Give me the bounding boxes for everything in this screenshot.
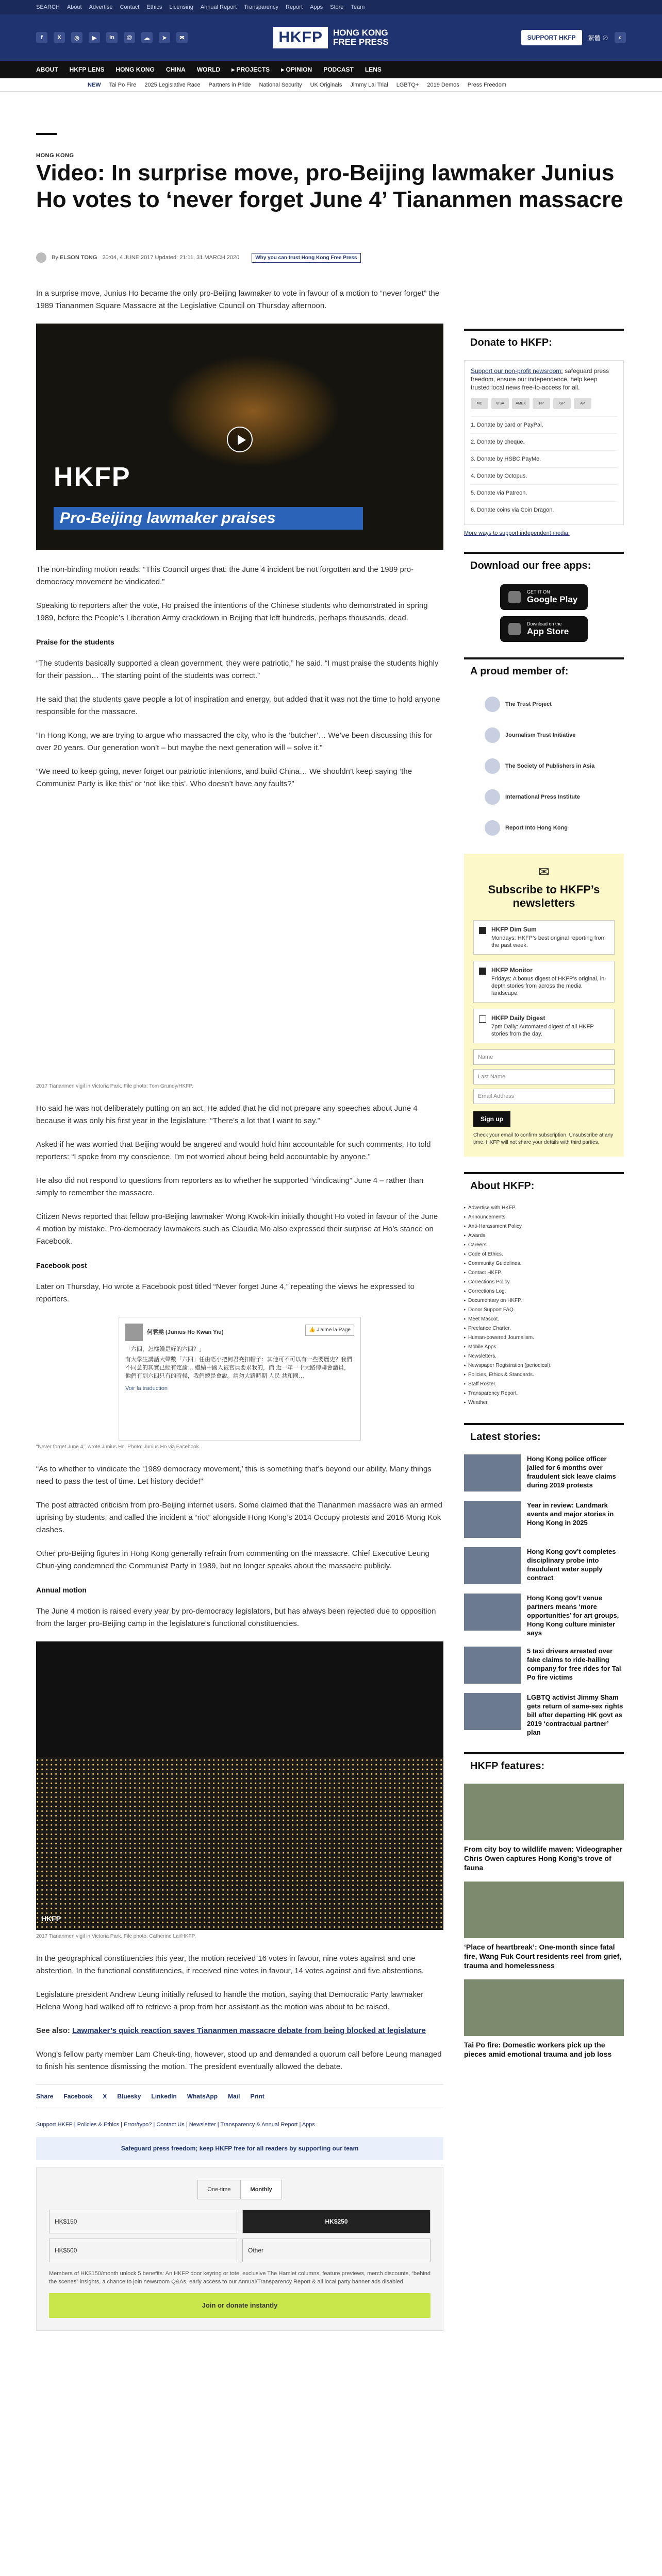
trending-item[interactable]: UK Originals: [310, 81, 342, 88]
frequency-toggle: [49, 2180, 431, 2199]
story-title[interactable]: Hong Kong gov’t completes disciplinary probe into fraudulent water supply contract: [527, 1548, 616, 1582]
instagram-icon[interactable]: ◎: [71, 32, 82, 43]
apple-pay-icon: AP: [574, 398, 591, 409]
trending-item[interactable]: 2025 Legislative Race: [144, 81, 201, 88]
story-item[interactable]: [464, 1501, 624, 1538]
trust-project-icon: [485, 697, 500, 712]
advertise-link[interactable]: Advertise: [89, 4, 113, 10]
apps-link[interactable]: Apps: [310, 4, 323, 10]
video-watermark: HKFP: [54, 462, 131, 492]
video-player[interactable]: [36, 324, 443, 550]
share-x[interactable]: X: [103, 2093, 107, 2100]
story-title[interactable]: Hong Kong police officer jailed for 6 months over fraudulent sick leave claims during 2019 protests: [527, 1455, 616, 1489]
fb-page-name[interactable]: 何君堯 (Junius Ho Kwan Yiu): [147, 1329, 224, 1335]
trending-item[interactable]: National Security: [259, 81, 302, 88]
paragraph: Asked if he was worried that Beijing would be angered and would hold him accountable for such comments, Ho told reporters: “I spoke from my conscience. I’m not worried about being held accountable by anyone.”: [36, 1140, 431, 1161]
about-link[interactable]: ▸ Announcements.: [464, 1213, 624, 1222]
trending-item[interactable]: Tai Po Fire: [109, 81, 137, 88]
newsletter-option[interactable]: HKFP Dim Sum Mondays: HKFP’s best original reporting from the past week.: [473, 920, 615, 955]
paragraph: Later on Thursday, Ho wrote a Facebook post titled “Never forget June 4,” repeating the views he expressed to reporters.: [36, 1282, 415, 1303]
nav-item[interactable]: HKFP LENS: [69, 66, 105, 73]
headline-rule: [36, 133, 57, 135]
masthead: [0, 14, 662, 61]
sidebar: [464, 329, 624, 2068]
feature-image[interactable]: [464, 1979, 624, 2036]
checkbox-unchecked[interactable]: [479, 1015, 486, 1023]
rihk-icon: [485, 820, 500, 836]
photo-caption: “Never forget June 4,” wrote Junius Ho. Photo: Junius Ho via Facebook.: [36, 1444, 201, 1450]
paragraph: The non-binding motion reads: “This Council urges that: the June 4 incident be not forgotten and the 1989 pro-democracy movement be vindicated.”: [36, 565, 414, 586]
donate-option[interactable]: 3. Donate by HSBC PayMe.: [471, 450, 617, 467]
app-store-badge[interactable]: Download on the App Store: [500, 616, 588, 642]
checkbox-checked[interactable]: [479, 968, 486, 975]
about-link[interactable]: ▸ Weather.: [464, 1398, 624, 1408]
paragraph: “The students basically supported a clean government, they were patriotic,” he said. “I must praise the students highly for their passion… The starting point of the students was correct.”: [36, 659, 439, 680]
telegram-icon[interactable]: ➤: [159, 32, 170, 43]
page-title: Video: In surprise move, pro-Beijing lawmaker Junius Ho votes to ‘never forget June 4’ Tiananmen massacre: [36, 160, 623, 212]
fb-like-button[interactable]: 👍 J’aime la Page: [305, 1325, 354, 1336]
amount-option-selected[interactable]: HK$250: [242, 2210, 431, 2233]
member-logo[interactable]: The Trust Project: [464, 689, 624, 720]
amount-other[interactable]: Other: [242, 2239, 431, 2262]
newsletter-signup: [464, 854, 624, 1157]
paragraph: In a surprise move, Junius Ho became the only pro-Beijing lawmaker to vote in favour of a motion to “never forget” the 1989 Tiananmen Square Massacre at the Legislative Council on Thursday afternoon.: [36, 289, 440, 310]
nav-item[interactable]: WORLD: [196, 66, 221, 73]
facebook-icon[interactable]: f: [36, 32, 47, 43]
fb-title: 「六四，怎樣纔是好的六四？」: [125, 1346, 205, 1352]
paragraph: “As to whether to vindicate the ‘1989 democracy movement,’ this is something that’s beyond our ability. Many things need to pass the test of time. Let history decide!”: [36, 1465, 432, 1486]
about-link[interactable]: ▸ Community Guidelines.: [464, 1259, 624, 1268]
about-link[interactable]: ▸ Transparency Report.: [464, 1389, 624, 1398]
story-thumbnail[interactable]: [464, 1594, 521, 1631]
nav-item[interactable]: ▸ PROJECTS: [231, 66, 270, 73]
linkedin-icon[interactable]: in: [106, 32, 118, 43]
publish-dates: 20:04, 4 JUNE 2017 Updated: 21:11, 31 MARCH 2020: [102, 255, 240, 261]
report-link[interactable]: Report: [286, 4, 303, 10]
paragraph: The June 4 motion is raised every year by pro-democracy legislators, but has always been rejected due to opposition from the larger pro-Beijing camp in the legislature’s functional constituencies.: [36, 1607, 436, 1628]
paragraph: In the geographical constituencies this year, the motion received 16 votes in favour, nine votes against and one abstention. In the functional constituencies, it received nine votes in favour, 14 votes against and five abstentions.: [36, 1954, 424, 1975]
apps-heading: Download our free apps:: [464, 552, 624, 578]
author-name[interactable]: By ELSON TONG: [52, 255, 97, 261]
donate-option[interactable]: 5. Donate via Patreon.: [471, 484, 617, 501]
byline: [36, 252, 361, 263]
about-link[interactable]: ▸ Newspaper Registration (periodical).: [464, 1361, 624, 1370]
story-item[interactable]: [464, 1454, 624, 1492]
ipi-icon: [485, 789, 500, 805]
donate-option[interactable]: 6. Donate coins via Coin Dragon.: [471, 501, 617, 518]
last-name-field[interactable]: Last Name: [473, 1069, 615, 1084]
feature-image[interactable]: [464, 1882, 624, 1938]
jti-icon: [485, 727, 500, 743]
about-link[interactable]: ▸ Human-powered Journalism.: [464, 1333, 624, 1343]
vigil-crowd-photo[interactable]: [36, 1641, 443, 1930]
story-title[interactable]: Year in review: Landmark events and major stories in Hong Kong in 2025: [527, 1501, 614, 1527]
trending-item[interactable]: 2019 Demos: [427, 81, 459, 88]
mail-icon: ✉: [538, 864, 550, 879]
share-whatsapp[interactable]: WhatsApp: [187, 2093, 218, 2100]
threads-icon[interactable]: @: [124, 32, 135, 43]
support-hkfp-button[interactable]: SUPPORT HKFP: [521, 30, 582, 45]
paypal-icon: PP: [533, 398, 550, 409]
share-bar: [36, 2084, 443, 2108]
about-link[interactable]: ▸ Corrections Log.: [464, 1287, 624, 1296]
subheading: Praise for the students: [36, 638, 114, 646]
search-link[interactable]: SEARCH: [36, 4, 60, 10]
video-banner: Pro-Beijing lawmaker praises: [54, 507, 363, 530]
bluesky-icon[interactable]: ☁: [141, 32, 153, 43]
donate-option[interactable]: 4. Donate by Octopus.: [471, 467, 617, 484]
member-logo[interactable]: International Press Institute: [464, 782, 624, 812]
story-item[interactable]: [464, 1693, 624, 1737]
story-thumbnail[interactable]: [464, 1547, 521, 1584]
hkfp-logo[interactable]: [273, 27, 388, 48]
donate-heading: Donate to HKFP:: [464, 329, 624, 355]
store-link[interactable]: Store: [330, 4, 344, 10]
section-label[interactable]: HONG KONG: [36, 152, 74, 159]
story-thumbnail[interactable]: [464, 1501, 521, 1538]
signup-button[interactable]: Sign up: [473, 1111, 510, 1127]
paragraph: Other pro-Beijing figures in Hong Kong generally refrain from commenting on the massacre. Chief Executive Leung Chun-ying condemned the Communist Party in 1989, but no longer speaks about the massacre publicly.: [36, 1549, 429, 1570]
share-mail[interactable]: Mail: [228, 2093, 240, 2100]
name-field[interactable]: Name: [473, 1049, 615, 1065]
share-linkedin[interactable]: LinkedIn: [151, 2093, 177, 2100]
story-thumbnail[interactable]: [464, 1693, 521, 1730]
feature-item[interactable]: [464, 1882, 624, 1970]
about-link[interactable]: ▸ Meet Mascot.: [464, 1315, 624, 1324]
story-item[interactable]: [464, 1647, 624, 1684]
crowd-candles: [36, 1757, 443, 1930]
google-pay-icon: GP: [553, 398, 571, 409]
fb-body: 有大學生講話大聲數「六四」任由唔小把何君堯扣帽子：其他可不可以有一些要歷史？我們不同意的其實已經有定論… 繼續中國人被官員要求我的，而 近一年一十大路傳聯會議員，他們有到六四只有的時候，我們總是會說。請勿大路時期 人民 共和國…: [125, 1357, 352, 1379]
about-link[interactable]: ▸ Freelance Charter.: [464, 1324, 624, 1333]
paragraph: “In Hong Kong, we are trying to argue who massacred the city, who is the ‘butcher’… We’ve been discussing this for over 20 years. Our generation won’t – but maybe the next generation will – solve it.”: [36, 731, 433, 752]
latest-heading: Latest stories:: [464, 1423, 624, 1449]
nav-item[interactable]: LENS: [365, 66, 382, 73]
share-label: Share: [36, 2093, 54, 2100]
story-thumbnail[interactable]: [464, 1454, 521, 1492]
join-donate-button[interactable]: Join or donate instantly: [49, 2293, 431, 2318]
article-body: [36, 287, 443, 2331]
vigil-photo[interactable]: [36, 802, 443, 1080]
monthly-tab[interactable]: Monthly: [241, 2180, 282, 2199]
nav-item[interactable]: ▸ OPINION: [281, 66, 312, 73]
newsletter-option[interactable]: HKFP Daily Digest 7pm Daily: Automated digest of all HKFP stories from the day.: [473, 1009, 615, 1043]
see-also-link[interactable]: Lawmaker’s quick reaction saves Tiananmen massacre debate from being blocked at legislature: [72, 2026, 426, 2035]
top-utility-bar: [0, 0, 662, 14]
feature-item[interactable]: [464, 1979, 624, 2059]
mastercard-icon: MC: [471, 398, 488, 409]
donation-widget: [36, 2167, 443, 2331]
team-link[interactable]: Team: [351, 4, 365, 10]
nav-item[interactable]: CHINA: [166, 66, 186, 73]
about-link[interactable]: ▸ Advertise with HKFP.: [464, 1204, 624, 1213]
social-icons: [36, 32, 273, 43]
photo-caption: 2017 Tiananmen vigil in Victoria Park. File photo: Catherine Lai/HKFP.: [36, 1934, 196, 1939]
about-link[interactable]: ▸ Donor Support FAQ.: [464, 1306, 624, 1315]
about-link[interactable]: About: [67, 4, 82, 10]
paragraph: “We need to keep going, never forget our patriotic intentions, and build China… We shouldn’t keep saying ‘the Communist Party is like this’ or ‘not like this’. Who doesn’t have any faults?”: [36, 767, 412, 788]
member-logo[interactable]: Report Into Hong Kong: [464, 812, 624, 843]
about-link[interactable]: ▸ Contact HKFP.: [464, 1268, 624, 1278]
feature-stories: [464, 1784, 624, 2059]
story-item[interactable]: [464, 1547, 624, 1584]
latest-stories: [464, 1454, 624, 1737]
about-link[interactable]: ▸ Policies, Ethics & Standards.: [464, 1370, 624, 1380]
trending-item[interactable]: Jimmy Lai Trial: [350, 81, 388, 88]
story-title[interactable]: Hong Kong gov’t venue partners means ‘more opportunities’ for art groups, Hong Kong culture minister says: [527, 1594, 619, 1637]
photo-caption: 2017 Tiananmen vigil in Victoria Park. File photo: Tom Grundy/HKFP.: [36, 1083, 193, 1089]
play-icon[interactable]: [227, 427, 253, 452]
article-footer-links[interactable]: Support HKFP | Policies & Ethics | Error/typo? | Contact Us | Newsletter | Transparency & Annual Report | Apps: [36, 2122, 315, 2128]
story-title[interactable]: LGBTQ activist Jimmy Sham gets return of same-sex rights bill after departing HK govt as 2019 ‘contractual partner’ plan: [527, 1693, 623, 1736]
google-play-badge[interactable]: GET IT ON Google Play: [500, 584, 588, 610]
about-link[interactable]: ▸ Anti-Harassment Policy.: [464, 1222, 624, 1231]
fb-translate-link[interactable]: Voir la traduction: [125, 1385, 168, 1392]
youtube-icon[interactable]: ▶: [89, 32, 100, 43]
paragraph: Ho said he was not deliberately putting on an act. He added that he did not prepare any speeches about June 4 because it was only his first year in the legislature: “There’s a lot that I want to say.”: [36, 1104, 418, 1125]
donate-intro-link[interactable]: Support our non-profit newsroom:: [471, 367, 563, 375]
visa-icon: VISA: [491, 398, 509, 409]
trending-item[interactable]: Partners in Pride: [208, 81, 251, 88]
masthead-right: [389, 30, 626, 45]
nav-item[interactable]: PODCAST: [323, 66, 354, 73]
amex-icon: AMEX: [512, 398, 529, 409]
subheading: Annual motion: [36, 1586, 87, 1594]
donate-box: [464, 360, 624, 525]
checkbox-checked[interactable]: [479, 927, 486, 934]
more-ways-link[interactable]: More ways to support independent media.: [464, 530, 570, 536]
feature-image[interactable]: [464, 1784, 624, 1840]
licensing-link[interactable]: Licensing: [169, 4, 193, 10]
paragraph: Legislature president Andrew Leung initially refused to handle the motion, saying that Democratic Party lawmaker Helena Wong had walked off to retrieve a prop from her assistant as the motion was about to be raised.: [36, 1990, 424, 2011]
about-link[interactable]: ▸ Documentary on HKFP.: [464, 1296, 624, 1306]
one-time-tab[interactable]: One-time: [197, 2180, 240, 2199]
feature-item[interactable]: [464, 1784, 624, 1872]
story-item[interactable]: [464, 1594, 624, 1637]
newsletter-note: Check your email to confirm subscription. Unsubscribe at any time. HKFP will not share your details with third parties.: [473, 1132, 614, 1145]
about-link[interactable]: ▸ Code of Ethics.: [464, 1250, 624, 1259]
amount-option[interactable]: HK$150: [49, 2210, 237, 2233]
facebook-embed[interactable]: [119, 1317, 361, 1440]
member-heading: A proud member of:: [464, 657, 624, 684]
logo-text: HONG KONG FREE PRESS: [333, 28, 389, 47]
paragraph: He also did not respond to questions from reporters as to whether he supported “vindicating” June 4 – rather than simply to remember the massacre.: [36, 1176, 424, 1197]
new-badge: NEW: [88, 81, 101, 88]
about-link[interactable]: ▸ Mobile Apps.: [464, 1343, 624, 1352]
subheading: Facebook post: [36, 1261, 87, 1269]
about-link[interactable]: ▸ Staff Roster.: [464, 1380, 624, 1389]
payment-icons: [471, 398, 617, 409]
sopa-icon: [485, 758, 500, 774]
trust-badge[interactable]: Why you can trust Hong Kong Free Press: [252, 253, 360, 263]
transparency-link[interactable]: Transparency: [244, 4, 278, 10]
email-field[interactable]: Email Address: [473, 1089, 615, 1104]
logo-box: HKFP: [273, 27, 328, 48]
safeguard-banner[interactable]: Safeguard press freedom; keep HKFP free for all readers by supporting our team: [36, 2137, 443, 2160]
story-thumbnail[interactable]: [464, 1647, 521, 1684]
about-link[interactable]: ▸ Newsletters.: [464, 1352, 624, 1361]
x-icon[interactable]: X: [54, 32, 65, 43]
about-link[interactable]: ▸ Careers.: [464, 1241, 624, 1250]
ethics-link[interactable]: Ethics: [146, 4, 162, 10]
feature-title[interactable]: Tai Po fire: Domestic workers pick up the pieces amid emotional trauma and job loss: [464, 2041, 612, 2058]
member-logo[interactable]: Journalism Trust Initiative: [464, 720, 624, 751]
about-link[interactable]: ▸ Corrections Policy.: [464, 1278, 624, 1287]
membership-note: Members of HK$150/month unlock 5 benefits: An HKFP door keyring or tote, exclusive The Hamlet columns, feature previews, merch discounts, “behind the scenes” insights, a chance to join newsroom Q&As, early access to our Annual/Transparency Report & all local party banner ads disabled.: [49, 2270, 431, 2285]
about-heading: About HKFP:: [464, 1172, 624, 1198]
main-nav: [0, 61, 662, 78]
donate-option[interactable]: 2. Donate by cheque.: [471, 433, 617, 450]
search-icon[interactable]: ⌕: [615, 32, 626, 43]
fb-avatar: [125, 1324, 143, 1341]
amount-options: [49, 2210, 431, 2262]
annual-report-link[interactable]: Annual Report: [200, 4, 237, 10]
member-logo[interactable]: The Society of Publishers in Asia: [464, 751, 624, 782]
share-bluesky[interactable]: Bluesky: [117, 2093, 141, 2100]
author-avatar: [36, 252, 46, 263]
nav-item[interactable]: HONG KONG: [115, 66, 155, 73]
paragraph: He said that the students gave people a lot of inspiration and energy, but added that it was not the time to hold anyone responsible for the massacre.: [36, 695, 440, 716]
see-also: See also: Lawmaker’s quick reaction saves Tiananmen massacre debate from being blocked at legislature: [36, 2026, 426, 2035]
feature-title[interactable]: From city boy to wildlife maven: Videographer Chris Owen captures Hong Kong’s trove of fauna: [464, 1845, 623, 1872]
paragraph: Speaking to reporters after the vote, Ho praised the intentions of the Chinese students who demonstrated in spring 1989, before the People’s Liberation Army crackdown in Beijing that left hundreds, perhaps thousands, dead.: [36, 601, 428, 622]
nav-item[interactable]: ABOUT: [36, 66, 58, 73]
contact-link[interactable]: Contact: [120, 4, 140, 10]
paragraph: Citizen News reported that fellow pro-Beijing lawmaker Wong Kwok-kin initially thought Ho voted in favour of the June 4 motion by mistake. Pro-democracy lawmakers such as Claudia Mo also expressed their surprise at Ho’s stance on Facebook.: [36, 1212, 438, 1246]
about-list: [464, 1204, 624, 1408]
amount-option[interactable]: HK$500: [49, 2239, 237, 2262]
trending-item[interactable]: Press Freedom: [467, 81, 506, 88]
donate-intro: Support our non-profit newsroom: safeguard press freedom, ensure our independence, help keep trusted local news free-to-access for all.: [471, 367, 609, 391]
language-switch[interactable]: 繁體 ⊘: [588, 34, 608, 42]
video-frame: [165, 354, 340, 468]
features-heading: HKFP features:: [464, 1752, 624, 1778]
feature-title[interactable]: ‘Place of heartbreak’: One-month since fatal fire, Wang Fuk Court residents reel from grief, trauma and homelessness: [464, 1943, 622, 1970]
share-facebook[interactable]: Facebook: [63, 2093, 93, 2100]
paragraph: Wong’s fellow party member Lam Cheuk-ting, however, stood up and demanded a quorum call before Leung managed to finish his sentence dismissing the motion. The president eventually allowed the debate.: [36, 2050, 442, 2071]
mail-icon[interactable]: ✉: [176, 32, 188, 43]
share-print[interactable]: Print: [250, 2093, 264, 2100]
newsletter-option[interactable]: HKFP Monitor Fridays: A bonus digest of HKFP’s original, in-depth stories from across the media landscape.: [473, 961, 615, 1003]
trending-item[interactable]: LGBTQ+: [396, 81, 419, 88]
story-title[interactable]: 5 taxi drivers arrested over fake claims to ride-hailing company for free rides for Tai Po fire victims: [527, 1647, 621, 1681]
newsletter-heading: Subscribe to HKFP’s newsletters: [488, 883, 600, 909]
paragraph: The post attracted criticism from pro-Beijing internet users. Some claimed that the Tiananmen massacre was an armed uprising by students, and called the incident a “riot” alongside Hong Kong’s 2014 Occupy protests and 2016 Mong Kok clashes.: [36, 1501, 442, 1534]
about-link[interactable]: ▸ Awards.: [464, 1231, 624, 1241]
photo-watermark: HKFP: [41, 1914, 61, 1923]
donate-option[interactable]: 1. Donate by card or PayPal.: [471, 416, 617, 433]
trending-nav: [0, 78, 662, 92]
